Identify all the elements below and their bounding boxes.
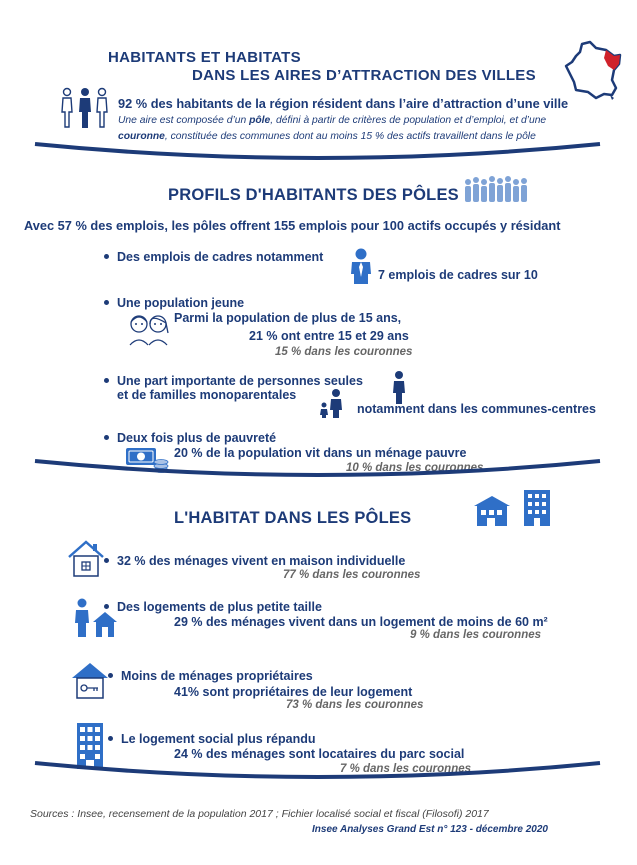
- buildings-icon: [472, 488, 556, 528]
- bullet: [104, 435, 109, 440]
- house-icon: [66, 538, 106, 578]
- profil-item-seules-label-1: Une part importante de personnes seules: [117, 374, 363, 388]
- habitat-item-social-label: Le logement social plus répandu: [121, 732, 316, 746]
- cadre-icon: [349, 248, 373, 284]
- bullet: [104, 378, 109, 383]
- habitat-item-maison-label: 32 % des ménages vivent en maison individuelle: [117, 554, 406, 568]
- bullet: [108, 736, 113, 741]
- profil-item-cadres: [104, 250, 323, 264]
- habitat-item-taille-label: Des logements de plus petite taille: [117, 600, 322, 614]
- profils-title: PROFILS D'HABITANTS DES PÔLES: [168, 186, 459, 204]
- def-text-2: , défini à partir de critères de population et d’emploi, et d’une: [270, 115, 547, 126]
- young-people-icon: [126, 311, 172, 347]
- bullet: [104, 558, 109, 563]
- taille-detail: 29 % des ménages vivent dans un logement de moins de 60 m²: [174, 615, 548, 629]
- sources: Sources : Insee, recensement de la population 2017 ; Fichier localisé social et fiscal (Filosofi) 2017: [30, 808, 489, 820]
- def-text-3: , constituée des communes dont au moins 15 % des actifs travaillent dans le pôle: [164, 131, 536, 142]
- crowd-icon: [462, 174, 530, 204]
- habitat-title: L'HABITAT DANS LES PÔLES: [174, 509, 412, 527]
- profil-item-cadres-label: Des emplois de cadres notamment: [117, 250, 324, 264]
- bullet: [104, 300, 109, 305]
- cadres-detail: 7 emplois de cadres sur 10: [378, 268, 538, 282]
- social-detail: 24 % des ménages sont locataires du parc social: [174, 747, 465, 761]
- france-map-icon: [562, 40, 624, 100]
- jeune-detail-1: Parmi la population de plus de 15 ans,: [174, 311, 402, 325]
- profils-intro: Avec 57 % des emplois, les pôles offrent 155 emplois pour 100 actifs occupés y résidant: [24, 218, 561, 233]
- proprietaires-compare: 73 % dans les couronnes: [286, 699, 424, 711]
- def-text-1: Une aire est composée d’un: [118, 115, 250, 126]
- habitat-item-maison: [104, 554, 405, 568]
- social-compare: 7 % dans les couronnes: [340, 763, 472, 775]
- profil-item-jeune: [104, 296, 244, 310]
- bullet: [104, 604, 109, 609]
- section-divider-3: [0, 757, 637, 797]
- profil-item-pauvrete-label: Deux fois plus de pauvreté: [117, 431, 277, 445]
- maison-compare: 77 % dans les couronnes: [283, 569, 421, 581]
- habitat-item-social: [108, 732, 315, 746]
- taille-compare: 9 % dans les couronnes: [410, 629, 542, 641]
- profil-item-jeune-label: Une population jeune: [117, 296, 245, 310]
- aire-definition-line1: [118, 115, 546, 126]
- bullet: [104, 254, 109, 259]
- section-divider-1: [0, 138, 637, 178]
- habitat-item-proprietaires: [108, 669, 313, 683]
- bullet: [108, 673, 113, 678]
- def-pole: pôle: [249, 115, 271, 126]
- family-icon: [60, 87, 110, 131]
- profil-item-seules-label-2: et de familles monoparentales: [117, 388, 297, 402]
- habitat-item-proprietaires-label: Moins de ménages propriétaires: [121, 669, 313, 683]
- jeune-detail-2: 21 % ont entre 15 et 29 ans: [249, 329, 409, 343]
- pauvrete-detail: 20 % de la population vit dans un ménage pauvre: [174, 446, 467, 460]
- pauvrete-compare: 10 % dans les couronnes: [346, 462, 484, 474]
- profil-item-pauvrete: [104, 431, 276, 445]
- publication: Insee Analyses Grand Est n° 123 - décembre 2020: [312, 824, 548, 835]
- page-title-line2: DANS LES AIRES D’ATTRACTION DES VILLES: [192, 67, 536, 84]
- seules-detail: notamment dans les communes-centres: [357, 402, 596, 416]
- page-title-line1: HABITANTS ET HABITATS: [108, 49, 301, 66]
- def-couronne: couronne: [118, 131, 165, 142]
- proprietaires-detail: 41% sont propriétaires de leur logement: [174, 685, 413, 699]
- region-stat: 92 % des habitants de la région résident dans l’aire d’attraction d’une ville: [118, 96, 569, 111]
- habitat-item-taille: [104, 600, 322, 614]
- owner-house-icon: [70, 660, 110, 700]
- jeune-compare: 15 % dans les couronnes: [275, 346, 413, 358]
